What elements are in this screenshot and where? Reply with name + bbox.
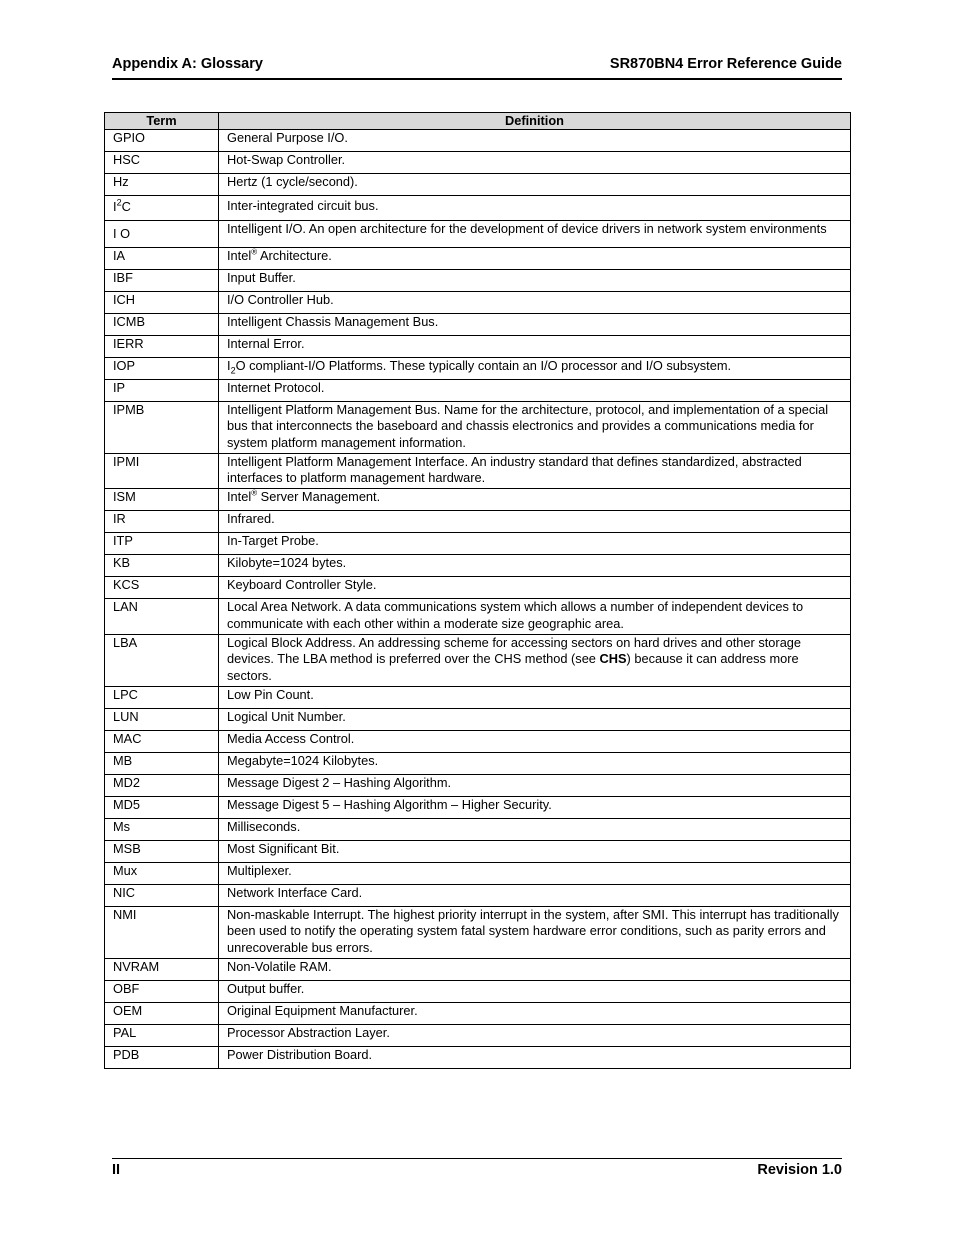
table-row — [105, 958, 851, 980]
registered-mark: ® — [251, 247, 258, 257]
term-cell: PDB — [105, 1046, 219, 1068]
term-cell: LUN — [105, 708, 219, 730]
term-cell: I O — [105, 221, 219, 248]
definition-cell: Kilobyte=1024 bytes. — [219, 555, 851, 577]
definition-cell: Output buffer. — [219, 980, 851, 1002]
definition-text: Server Management. — [257, 489, 381, 505]
page-number: II — [112, 1162, 121, 1178]
definition-cell: Intelligent Platform Management Interface. An industry standard that defines standardized, abstracted interfaces to platform management hardware. — [219, 453, 851, 489]
term-cell: LPC — [105, 686, 219, 708]
definition-text: I — [227, 358, 231, 373]
superscript-text: 2 — [116, 197, 122, 208]
table-row — [105, 635, 851, 687]
term-cell: Hz — [105, 174, 219, 196]
term-cell: Mux — [105, 862, 219, 884]
definition-cell: Message Digest 5 – Hashing Algorithm – Higher Security. — [219, 796, 851, 818]
definition-cell: Original Equipment Manufacturer. — [219, 1002, 851, 1024]
definition-cell: Hertz (1 cycle/second). — [219, 174, 851, 196]
subscript-text: 2 — [230, 365, 236, 376]
table-row — [105, 774, 851, 796]
term-cell: LAN — [105, 599, 219, 635]
definition-cell: Infrared. — [219, 511, 851, 533]
table-row — [105, 555, 851, 577]
glossary-table — [104, 112, 851, 1069]
table-row — [105, 1002, 851, 1024]
definition-cell: Input Buffer. — [219, 270, 851, 292]
table-row — [105, 196, 851, 221]
table-row — [105, 174, 851, 196]
table-row — [105, 248, 851, 270]
table-row — [105, 796, 851, 818]
term-cell: LBA — [105, 635, 219, 687]
term-cell: IPMI — [105, 453, 219, 489]
table-row — [105, 292, 851, 314]
registered-mark: ® — [251, 489, 258, 499]
table-row — [105, 752, 851, 774]
definition-cell: Non-Volatile RAM. — [219, 958, 851, 980]
table-row — [105, 533, 851, 555]
term-text: I — [113, 199, 117, 214]
table-row — [105, 270, 851, 292]
definition-cell: Message Digest 2 – Hashing Algorithm. — [219, 774, 851, 796]
definition-cell: Inter-integrated circuit bus. — [219, 196, 851, 221]
term-cell: NVRAM — [105, 958, 219, 980]
definition-text: Intel — [227, 489, 252, 505]
definition-cell — [219, 358, 851, 380]
definition-cell: I/O Controller Hub. — [219, 292, 851, 314]
header-document-title: SR870BN4 Error Reference Guide — [609, 56, 842, 72]
term-cell: NIC — [105, 884, 219, 906]
table-row — [105, 402, 851, 454]
table-row — [105, 152, 851, 174]
definition-cell: Most Significant Bit. — [219, 840, 851, 862]
definition-cell: Internal Error. — [219, 336, 851, 358]
table-row — [105, 577, 851, 599]
table-row — [105, 358, 851, 380]
definition-cell: In-Target Probe. — [219, 533, 851, 555]
definition-cell: Hot-Swap Controller. — [219, 152, 851, 174]
header-section-title: Appendix A: Glossary — [112, 56, 263, 72]
definition-text: ) because it can address more sectors. — [227, 651, 799, 683]
table-row — [105, 1046, 851, 1068]
table-row — [105, 314, 851, 336]
term-cell: MD5 — [105, 796, 219, 818]
term-cell: MD2 — [105, 774, 219, 796]
cross-reference: CHS — [599, 651, 627, 667]
definition-cell: Intelligent I/O. An open architecture for the development of device drivers in network system environments — [219, 221, 851, 248]
term-cell: IERR — [105, 336, 219, 358]
term-cell: HSC — [105, 152, 219, 174]
term-cell: Ms — [105, 818, 219, 840]
definition-cell: Local Area Network. A data communications system which allows a number of independent devices to communicate with each other within a moderate size geographic area. — [219, 599, 851, 635]
table-row — [105, 708, 851, 730]
term-cell: IA — [105, 248, 219, 270]
definition-cell: Milliseconds. — [219, 818, 851, 840]
column-header-definition: Definition — [219, 113, 851, 130]
term-text: C — [121, 199, 131, 214]
definition-cell — [219, 489, 851, 511]
table-row — [105, 336, 851, 358]
definition-cell: Processor Abstraction Layer. — [219, 1024, 851, 1046]
table-row — [105, 511, 851, 533]
table-row — [105, 453, 851, 489]
term-cell: MSB — [105, 840, 219, 862]
term-cell: ICMB — [105, 314, 219, 336]
term-cell: ICH — [105, 292, 219, 314]
term-cell: OBF — [105, 980, 219, 1002]
term-cell: KB — [105, 555, 219, 577]
table-row — [105, 380, 851, 402]
table-row — [105, 840, 851, 862]
term-cell: IBF — [105, 270, 219, 292]
term-cell: MAC — [105, 730, 219, 752]
definition-cell: Internet Protocol. — [219, 380, 851, 402]
definition-cell: General Purpose I/O. — [219, 130, 851, 152]
definition-cell: Intelligent Platform Management Bus. Name for the architecture, protocol, and implementation of a special bus that interconnects the baseboard and chassis electronics and provides a communications media for system platform management information. — [219, 402, 851, 454]
term-cell — [105, 196, 219, 221]
page-header — [112, 56, 842, 80]
page-footer — [112, 1158, 842, 1183]
table-row — [105, 489, 851, 511]
definition-cell — [219, 248, 851, 270]
revision-label: Revision 1.0 — [757, 1162, 842, 1178]
table-row — [105, 862, 851, 884]
term-cell: IR — [105, 511, 219, 533]
table-row — [105, 884, 851, 906]
table-row — [105, 980, 851, 1002]
definition-text: O compliant-I/O Platforms. These typically contain an I/O processor and I/O subsystem. — [235, 358, 732, 373]
term-cell: IPMB — [105, 402, 219, 454]
definition-cell: Media Access Control. — [219, 730, 851, 752]
definition-text: Logical Block Address. An addressing scheme for accessing sectors on hard drives and other storage devices. The LBA method is preferred over the CHS method (see — [227, 635, 802, 667]
table-row — [105, 686, 851, 708]
table-row — [105, 599, 851, 635]
term-cell: ITP — [105, 533, 219, 555]
definition-cell: Non-maskable Interrupt. The highest priority interrupt in the system, after SMI. This interrupt has traditionally been used to notify the operating system fatal system hardware error conditions, such as parity errors and unrecoverable bus errors. — [219, 906, 851, 958]
table-row — [105, 130, 851, 152]
definition-cell: Multiplexer. — [219, 862, 851, 884]
term-cell: IOP — [105, 358, 219, 380]
table-row — [105, 221, 851, 248]
term-cell: NMI — [105, 906, 219, 958]
definition-cell: Keyboard Controller Style. — [219, 577, 851, 599]
definition-cell: Megabyte=1024 Kilobytes. — [219, 752, 851, 774]
term-cell: ISM — [105, 489, 219, 511]
term-cell: GPIO — [105, 130, 219, 152]
table-row — [105, 730, 851, 752]
term-cell: PAL — [105, 1024, 219, 1046]
definition-cell — [219, 635, 851, 687]
definition-cell: Intelligent Chassis Management Bus. — [219, 314, 851, 336]
table-row — [105, 1024, 851, 1046]
definition-cell: Network Interface Card. — [219, 884, 851, 906]
table-row — [105, 906, 851, 958]
definition-text: Intel — [227, 248, 252, 263]
column-header-term: Term — [105, 113, 219, 130]
term-cell: IP — [105, 380, 219, 402]
term-cell: OEM — [105, 1002, 219, 1024]
glossary-header-row — [105, 113, 851, 130]
definition-cell: Low Pin Count. — [219, 686, 851, 708]
definition-cell: Logical Unit Number. — [219, 708, 851, 730]
term-cell: MB — [105, 752, 219, 774]
definition-text: Architecture. — [257, 248, 332, 263]
term-cell: KCS — [105, 577, 219, 599]
definition-cell: Power Distribution Board. — [219, 1046, 851, 1068]
table-row — [105, 818, 851, 840]
